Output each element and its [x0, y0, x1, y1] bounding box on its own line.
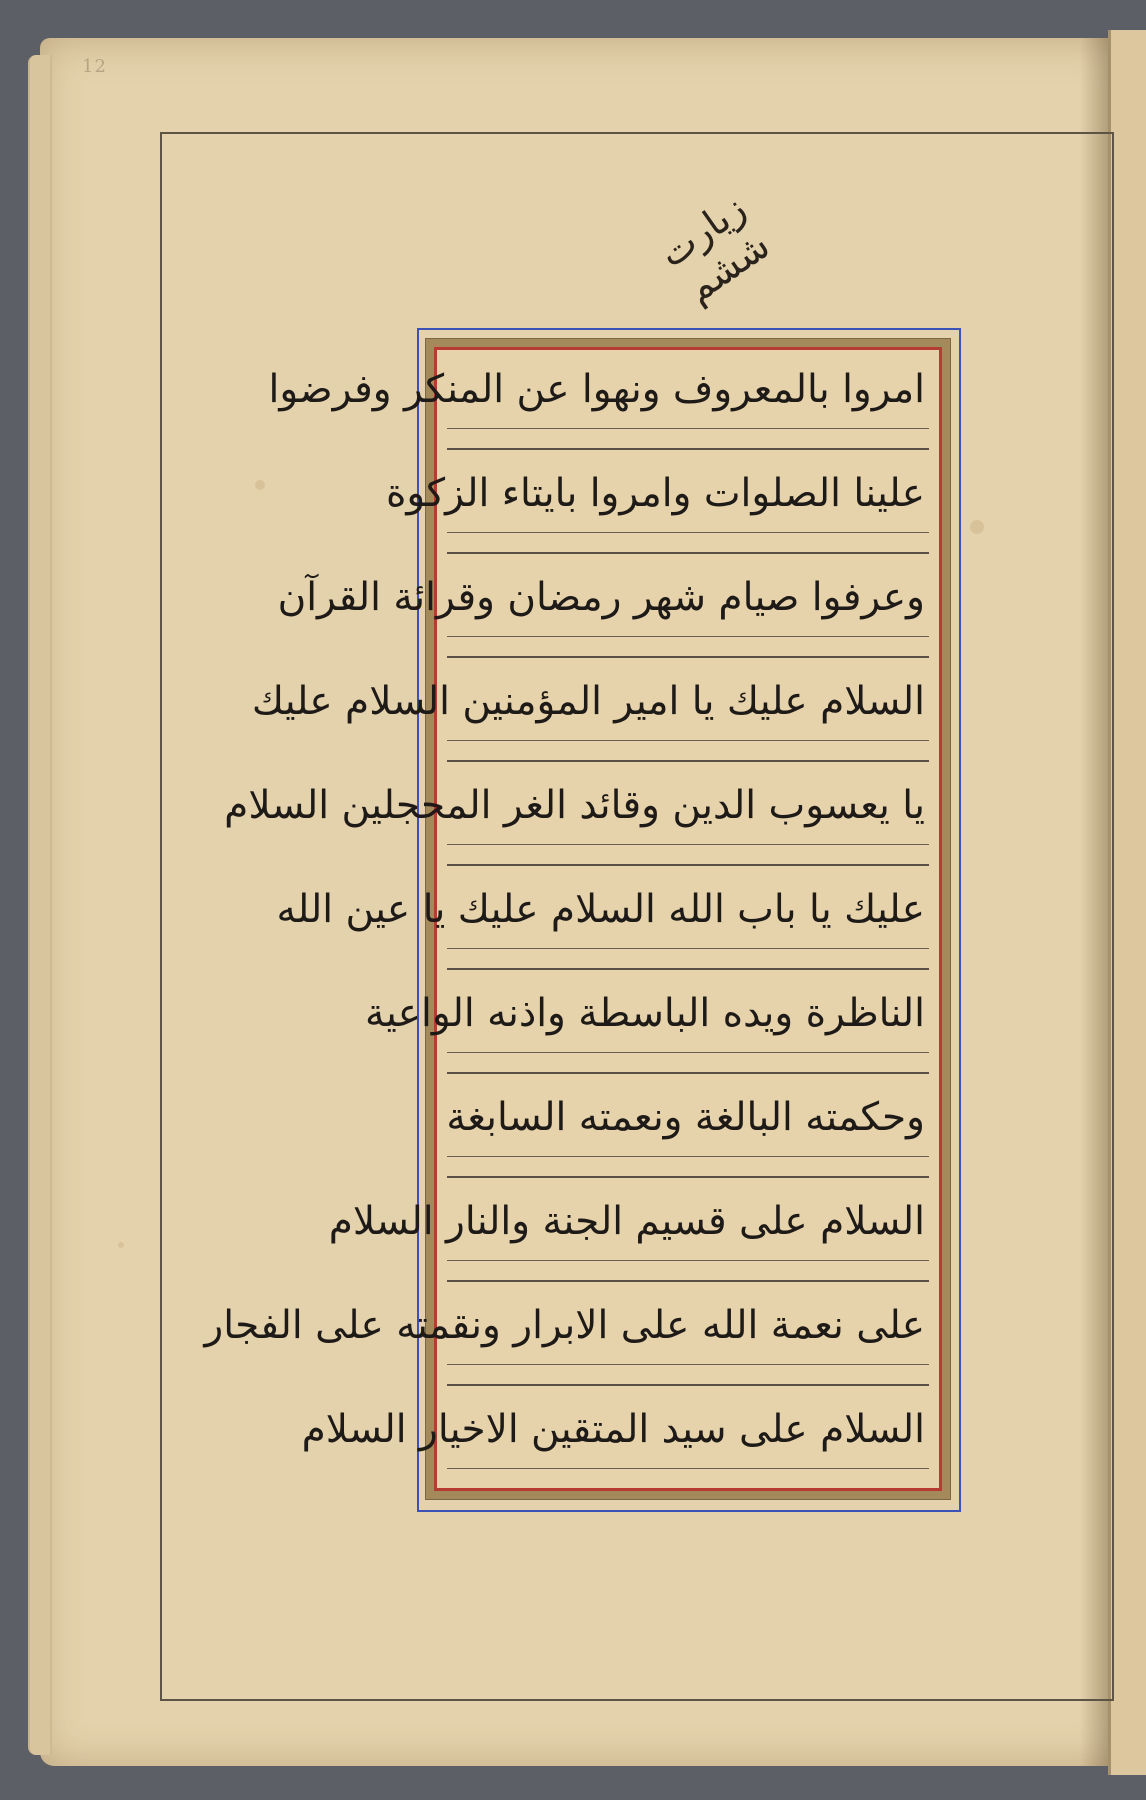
- text-line-content: السلام على قسيم الجنة والنار السلام: [328, 1199, 925, 1244]
- text-line: [251, 666, 929, 762]
- section-heading: زیارت ششم: [650, 185, 778, 312]
- text-line-content: وحكمته البالغة ونعمته السابغة: [446, 1095, 925, 1140]
- text-line: [328, 1186, 929, 1282]
- text-line-content: وعرفوا صيام شهر رمضان وقرائة القرآن: [277, 575, 925, 620]
- text-line: [224, 770, 929, 866]
- text-line-content: امروا بالمعروف ونهوا عن المنكر وفرضوا: [268, 367, 925, 412]
- text-line-content: السلام على سيد المتقين الاخيار السلام: [301, 1407, 925, 1452]
- text-line-content: الناظرة ويده الباسطة واذنه الواعية: [365, 991, 925, 1036]
- text-line: [447, 1082, 929, 1178]
- text-line: [276, 874, 929, 970]
- text-line: [301, 1394, 929, 1488]
- text-panel-inner: [204, 347, 942, 1491]
- text-line: [204, 1290, 929, 1386]
- page-edges: [28, 55, 52, 1755]
- text-line: [365, 978, 929, 1074]
- text-line: [385, 458, 929, 554]
- text-line-content: السلام عليك يا امير المؤمنين السلام عليك: [251, 679, 925, 724]
- text-line-content: على نعمة الله على الابرار ونقمته على الفجار: [204, 1303, 925, 1348]
- text-line: [268, 354, 929, 450]
- text-line-content: علينا الصلوات وامروا بايتاء الزكوة: [385, 471, 925, 516]
- text-panel: [204, 338, 951, 1500]
- ink-spot: [118, 1242, 124, 1248]
- text-line-content: عليك يا باب الله السلام عليك يا عين الله: [276, 887, 925, 932]
- text-line-content: يا يعسوب الدين وقائد الغر المحجلين السلام: [224, 783, 925, 828]
- folio-number: 12: [82, 56, 107, 77]
- text-line: [277, 562, 929, 658]
